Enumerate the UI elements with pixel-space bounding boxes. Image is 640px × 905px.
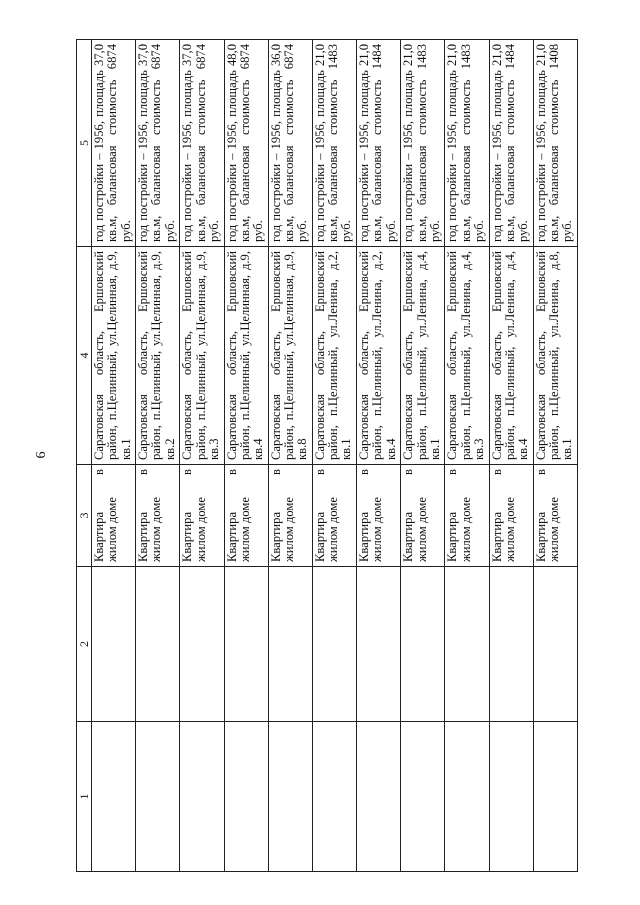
table-cell-col3: Квартира в жилом доме [268,465,312,567]
header-row [77,40,92,872]
table-cell-col5: год постройки – 1956, площадь 37,0 кв.м, балансовая стоимость 6874 руб. [136,40,180,247]
table-body [92,40,578,872]
table-cell-col2 [489,567,533,722]
table-cell-col4: Саратовская область, Ершовский район, п.Целинный, ул.Целинная, д.9, кв.8 [268,247,312,465]
table-cell-col1 [268,722,312,872]
table-cell-col4: Саратовская область, Ершовский район, п.Целинный, ул.Ленина, д.4, кв.1 [401,247,445,465]
table-cell-col4: Саратовская область, Ершовский район, п.Целинный, ул.Ленина, д.2, кв.1 [312,247,356,465]
table-cell-col1 [180,722,224,872]
table-cell-col2 [401,567,445,722]
table-cell-col1 [136,722,180,872]
table-cell-col2 [445,567,489,722]
table-cell-col5: год постройки – 1956, площадь 21,0 кв.м, балансовая стоимость 1484 руб. [489,40,533,247]
table-cell-col5: год постройки – 1956, площадь 21,0 кв.м, балансовая стоимость 1484 руб. [357,40,401,247]
table-cell-col3: Квартира в жилом доме [489,465,533,567]
table-cell-col3: Квартира в жилом доме [136,465,180,567]
table-row [180,40,224,872]
table-cell-col1 [445,722,489,872]
table-cell-col2 [92,567,136,722]
table-cell-col3: Квартира в жилом доме [92,465,136,567]
table-row [533,40,577,872]
property-table [76,39,578,872]
table-cell-col1 [312,722,356,872]
table-cell-col4: Саратовская область, Ершовский район, п.Целинный, ул.Ленина, д.8, кв.1 [533,247,577,465]
table-cell-col2 [180,567,224,722]
table-row [224,40,268,872]
table-cell-col4: Саратовская область, Ершовский район, п.Целинный, ул.Целинная, д.9, кв.4 [224,247,268,465]
table-row [357,40,401,872]
table-cell-col2 [136,567,180,722]
table-cell-col1 [357,722,401,872]
table-cell-col4: Саратовская область, Ершовский район, п.Целинный, ул.Целинная, д.9, кв.2 [136,247,180,465]
table-cell-col2 [533,567,577,722]
table-row [136,40,180,872]
column-header-2: 2 [77,567,92,722]
table-cell-col4: Саратовская область, Ершовский район, п.Целинный, ул.Целинная, д.9, кв.3 [180,247,224,465]
table-cell-col1 [401,722,445,872]
table-cell-col4: Саратовская область, Ершовский район, п.Целинный, ул.Ленина, д.4, кв.4 [489,247,533,465]
page-number: 6 [34,451,49,459]
table-row [268,40,312,872]
table-cell-col3: Квартира в жилом доме [445,465,489,567]
table-cell-col4: Саратовская область, Ершовский район, п.Целинный, ул.Ленина, д.4, кв.3 [445,247,489,465]
table-cell-col5: год постройки – 1956, площадь 48,0 кв.м, балансовая стоимость 6874 руб. [224,40,268,247]
table-row [489,40,533,872]
table-cell-col5: год постройки – 1956, площадь 21,0 кв.м, балансовая стоимость 1408 руб. [533,40,577,247]
table-cell-col1 [92,722,136,872]
table-cell-col4: Саратовская область, Ершовский район, п.Целинный, ул.Ленина, д.2, кв.4 [357,247,401,465]
table-cell-col5: год постройки – 1956, площадь 37,0 кв.м, балансовая стоимость 6874 руб. [180,40,224,247]
table-cell-col5: год постройки – 1956, площадь 36,0 кв.м, балансовая стоимость 6874 руб. [268,40,312,247]
table-cell-col5: год постройки – 1956, площадь 21,0 кв.м, балансовая стоимость 1483 руб. [312,40,356,247]
table-cell-col1 [533,722,577,872]
table-cell-col5: год постройки – 1956, площадь 21,0 кв.м, балансовая стоимость 1483 руб. [401,40,445,247]
column-header-1: 1 [77,722,92,872]
table-cell-col1 [224,722,268,872]
table-row [312,40,356,872]
table-cell-col3: Квартира в жилом доме [180,465,224,567]
table-row [445,40,489,872]
column-header-5: 5 [77,40,92,247]
table-cell-col5: год постройки – 1956, площадь 37,0 кв.м, балансовая стоимость 6874 руб. [92,40,136,247]
table-row [92,40,136,872]
table-cell-col2 [224,567,268,722]
table-cell-col2 [312,567,356,722]
table-cell-col3: Квартира в жилом доме [312,465,356,567]
table-row [401,40,445,872]
table-cell-col3: Квартира в жилом доме [357,465,401,567]
table-cell-col4: Саратовская область, Ершовский район, п.Целинный, ул.Целинная, д.9, кв.1 [92,247,136,465]
table-cell-col3: Квартира в жилом доме [533,465,577,567]
table-cell-col5: год постройки – 1956, площадь 21,0 кв.м, балансовая стоимость 1483 руб. [445,40,489,247]
table-cell-col1 [489,722,533,872]
table-cell-col3: Квартира в жилом доме [224,465,268,567]
table-cell-col2 [268,567,312,722]
column-header-3: 3 [77,465,92,567]
rotated-table-wrapper [76,40,578,872]
table-cell-col3: Квартира в жилом доме [401,465,445,567]
table-cell-col2 [357,567,401,722]
column-header-4: 4 [77,247,92,465]
